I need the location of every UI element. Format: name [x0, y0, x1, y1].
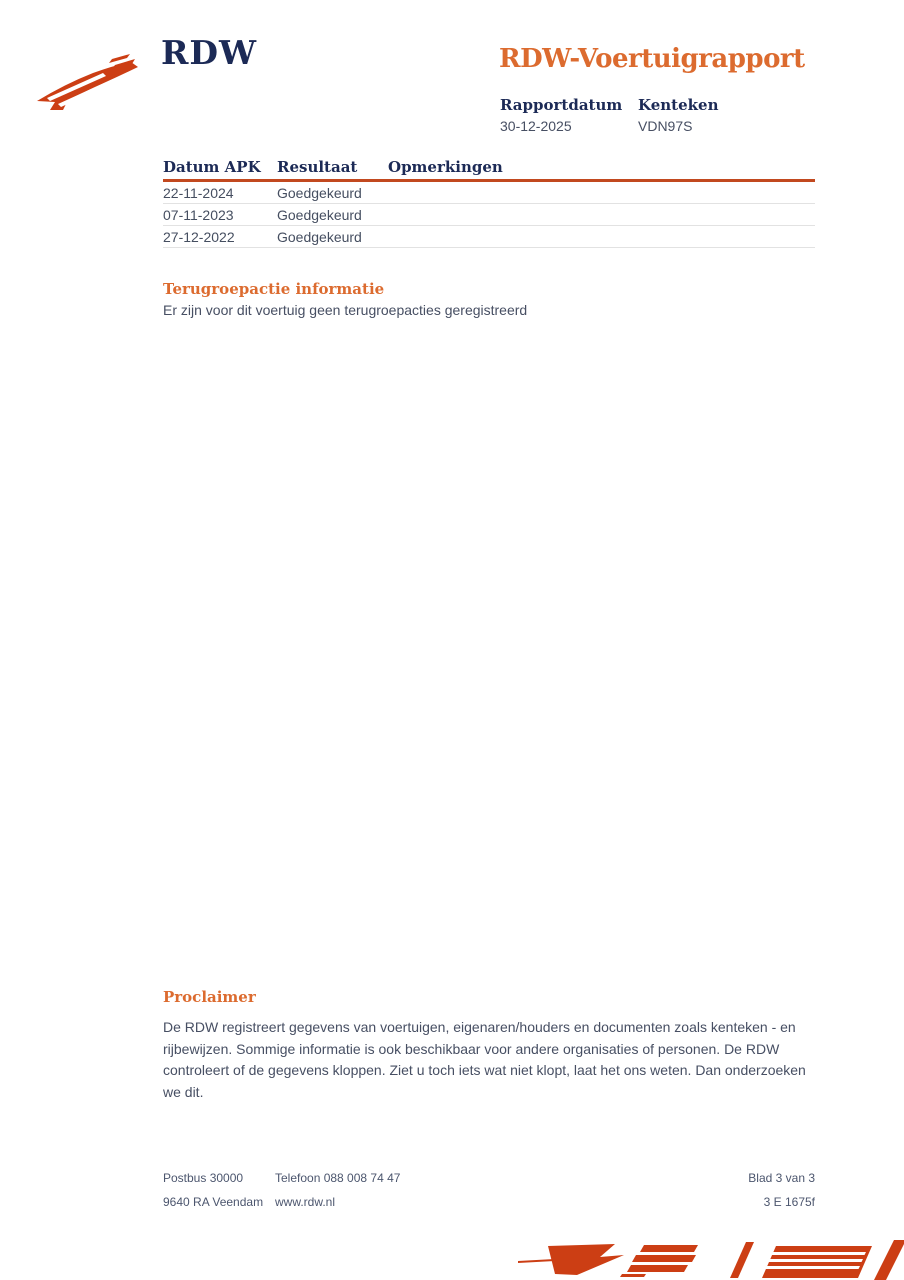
table-row — [163, 226, 815, 248]
cell-resultaat: Goedgekeurd — [277, 228, 362, 245]
cell-datum-apk: 07-11-2023 — [163, 206, 234, 223]
column-header-opmerkingen: Opmerkingen — [388, 158, 503, 176]
footer-phone: Telefoon 088 008 74 47 — [275, 1171, 401, 1185]
table-row — [163, 182, 815, 204]
rdw-wing-icon — [35, 54, 147, 116]
speed-stripes-graphic — [514, 1240, 904, 1280]
license-plate-value: VDN97S — [638, 118, 693, 134]
rdw-wordmark: RDW — [161, 33, 258, 72]
proclaimer-text: De RDW registreert gegevens van voertuigen, eigenaren/houders en documenten zoals kenteken - en rijbewijzen. Sommige informatie is ook beschikbaar voor andere organisaties of personen. De RDW controleert of de gegevens kloppen. Ziet u toch iets wat niet klopt, laat het ons weten. Dan onderzoeken we dit. — [163, 1019, 806, 1100]
cell-datum-apk: 22-11-2024 — [163, 184, 234, 201]
footer-page-indicator: Blad 3 van 3 — [748, 1171, 815, 1185]
cell-resultaat: Goedgekeurd — [277, 206, 362, 223]
report-title: RDW-Voertuigrapport — [499, 44, 805, 74]
footer-city: 9640 RA Veendam — [163, 1195, 264, 1209]
cell-resultaat: Goedgekeurd — [277, 184, 362, 201]
proclaimer-heading: Proclaimer — [163, 988, 256, 1006]
report-date-label: Rapportdatum — [500, 96, 623, 114]
apk-table-header — [163, 158, 815, 182]
footer-postbus: Postbus 30000 — [163, 1171, 244, 1185]
cell-datum-apk: 27-12-2022 — [163, 228, 235, 245]
column-header-resultaat: Resultaat — [277, 158, 358, 176]
footer-doc-code: 3 E 1675f — [763, 1195, 815, 1209]
column-header-datum-apk: Datum APK — [163, 158, 261, 176]
apk-table — [163, 158, 815, 248]
recall-section-text: Er zijn voor dit voertuig geen terugroepacties geregistreerd — [163, 302, 528, 318]
report-date-value: 30-12-2025 — [500, 118, 572, 134]
recall-section-heading: Terugroepactie informatie — [163, 280, 385, 298]
license-plate-label: Kenteken — [638, 96, 719, 114]
table-row — [163, 204, 815, 226]
footer-website-link[interactable]: www.rdw.nl — [275, 1195, 336, 1209]
